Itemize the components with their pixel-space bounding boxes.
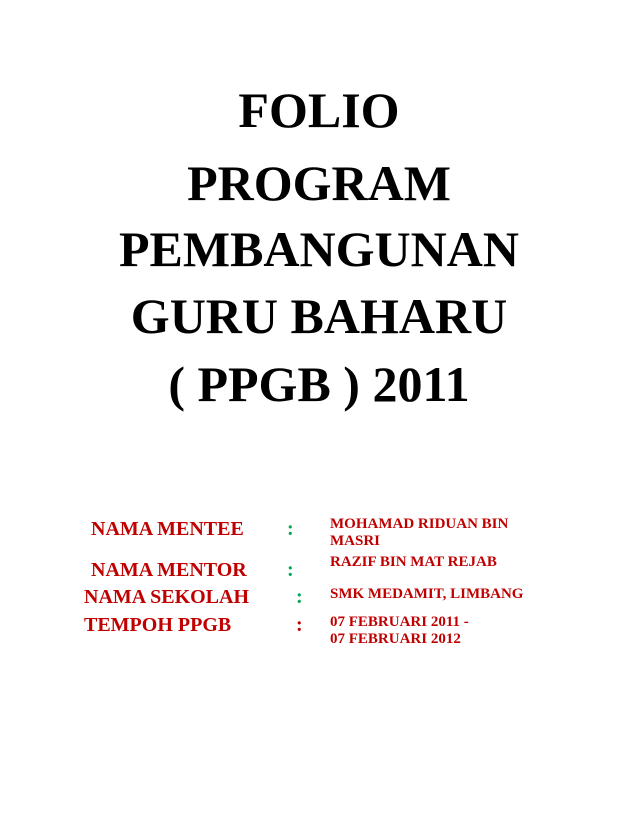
tempoh-value-line2: 07 FEBRUARI 2012 [330, 631, 461, 647]
tempoh-colon: : [296, 614, 303, 636]
title-pembangunan: PEMBANGUNAN [119, 221, 519, 277]
mentee-colon: : [287, 518, 294, 540]
tempoh-value-line1: 07 FEBRUARI 2011 - [330, 614, 469, 630]
sekolah-colon: : [296, 586, 303, 608]
title-folio: FOLIO [238, 82, 400, 138]
mentor-value: RAZIF BIN MAT REJAB [330, 554, 497, 570]
tempoh-label: TEMPOH PPGB [84, 614, 232, 636]
mentee-value-line2: MASRI [330, 533, 381, 549]
sekolah-label: NAMA SEKOLAH [84, 586, 250, 608]
mentor-label: NAMA MENTOR [91, 559, 247, 581]
sekolah-value: SMK MEDAMIT, LIMBANG [330, 586, 524, 602]
title-guru-baharu: GURU BAHARU [130, 288, 508, 344]
title-ppgb-year: ( PPGB ) 2011 [168, 356, 470, 412]
mentee-value-line1: MOHAMAD RIDUAN BIN [330, 516, 509, 532]
mentee-label: NAMA MENTEE [91, 518, 244, 540]
title-program: PROGRAM [187, 155, 451, 211]
mentor-colon: : [287, 559, 294, 581]
